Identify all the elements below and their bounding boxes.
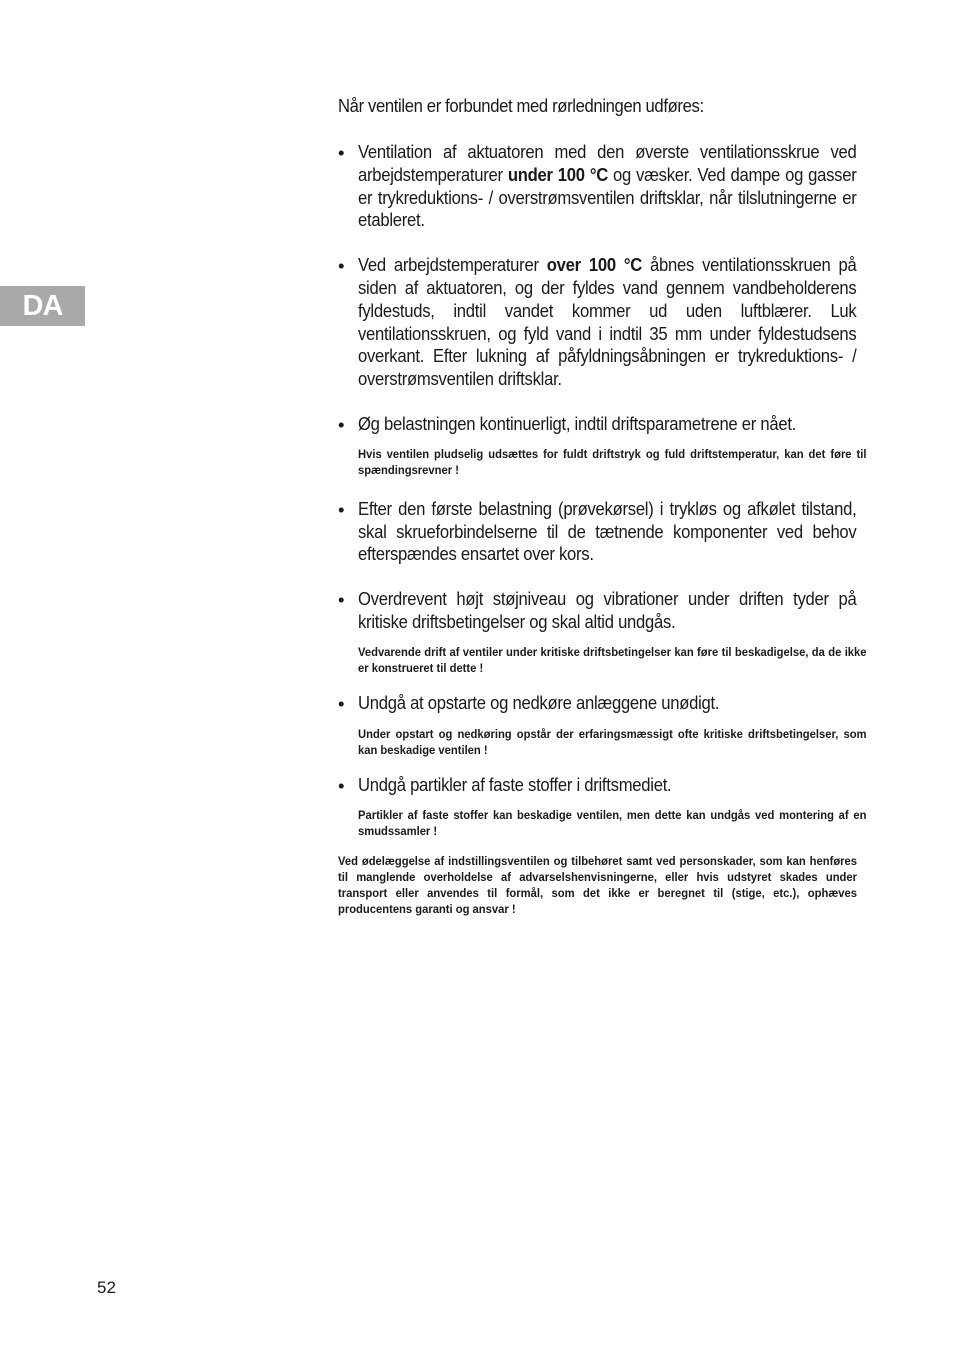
bullet-icon: • bbox=[338, 774, 345, 796]
main-content bbox=[338, 94, 867, 917]
list-item-text: Ved arbejdstemperaturer over 100 °C åbnes ventilationsskruen på siden af aktuatoren, og der fyldes vand gennem vandbeholderens fyldestuds, indtil vandet kommer ud uden luftblærer. Luk ventilationsskruen, og fyld vand i indtil 35 mm under fyldestudsens overkant. Efter lukning af påfyldningsåbningen er trykreduktions- / overstrømsventilen driftsklar. bbox=[358, 254, 857, 390]
language-tab: DA bbox=[0, 286, 85, 326]
bullet-icon: • bbox=[338, 413, 345, 435]
list-item bbox=[338, 413, 857, 436]
list-item-text: Ventilation af aktuatoren med den øverste ventilationsskrue ved arbejdstemperaturer under 100 °C og væsker. Ved dampe og gasser er trykreduktions- / overstrømsventilen driftsklar, når tilslutningerne er etableret. bbox=[358, 141, 857, 231]
bullet-icon: • bbox=[338, 692, 345, 714]
list-item bbox=[338, 774, 857, 797]
list-item-text: Undgå at opstarte og nedkøre anlæggene unødigt. bbox=[358, 691, 720, 713]
list-item-text: Undgå partikler af faste stoffer i driftsmediet. bbox=[358, 773, 672, 795]
warning-note: Hvis ventilen pludselig udsættes for fuldt driftstryk og fuld driftstemperatur, kan det føre til spændingsrevner ! bbox=[358, 446, 867, 477]
bullet-icon: • bbox=[338, 255, 345, 277]
warning-note: Partikler af faste stoffer kan beskadige ventilen, men dette kan undgås ved montering af en smudssamler ! bbox=[358, 808, 867, 839]
emphasis-text: under 100 °C bbox=[507, 163, 608, 185]
list-item bbox=[338, 498, 857, 566]
bullet-icon: • bbox=[338, 142, 345, 163]
warning-note: Under opstart og nedkøring opstår der erfaringsmæssigt ofte kritiske driftsbetingelser, som kan beskadige ventilen ! bbox=[358, 726, 867, 757]
list-item bbox=[338, 588, 857, 634]
list-item bbox=[338, 692, 857, 715]
bullet-icon: • bbox=[338, 498, 345, 520]
list-item bbox=[338, 141, 857, 232]
list-item bbox=[338, 254, 857, 391]
list-item-text: Øg belastningen kontinuerligt, indtil driftsparametrene er nået. bbox=[358, 412, 797, 434]
warning-note: Vedvarende drift af ventiler under kritiske driftsbetingelser kan føre til beskadigelse, da de ikke er konstrueret til dette ! bbox=[358, 644, 867, 675]
page-number: 52 bbox=[97, 1278, 116, 1297]
list-item-text: Efter den første belastning (prøvekørsel) i trykløs og afkølet tilstand, skal skrueforbindelserne til de tætnende komponenter ved behov efterspændes ensartet over kors. bbox=[358, 497, 857, 565]
bullet-icon: • bbox=[338, 589, 345, 611]
list-item-text: Overdrevent højt støjniveau og vibrationer under driften tyder på kritiske driftsbetingelser og skal altid undgås. bbox=[358, 588, 857, 632]
intro-text: Når ventilen er forbundet med rørledningen udføres: bbox=[338, 95, 704, 116]
warranty-notice: Ved ødelæggelse af indstillingsventilen og tilbehøret samt ved personskader, som kan henføres til manglende overholdelse af advarselshenvisningerne, eller hvis udstyret skades under transport eller anvendes til formål, som det ikke er beregnet til (stige, etc.), ophæves producentens garanti og ansvar ! bbox=[338, 854, 858, 917]
emphasis-text: over 100 °C bbox=[546, 254, 643, 276]
